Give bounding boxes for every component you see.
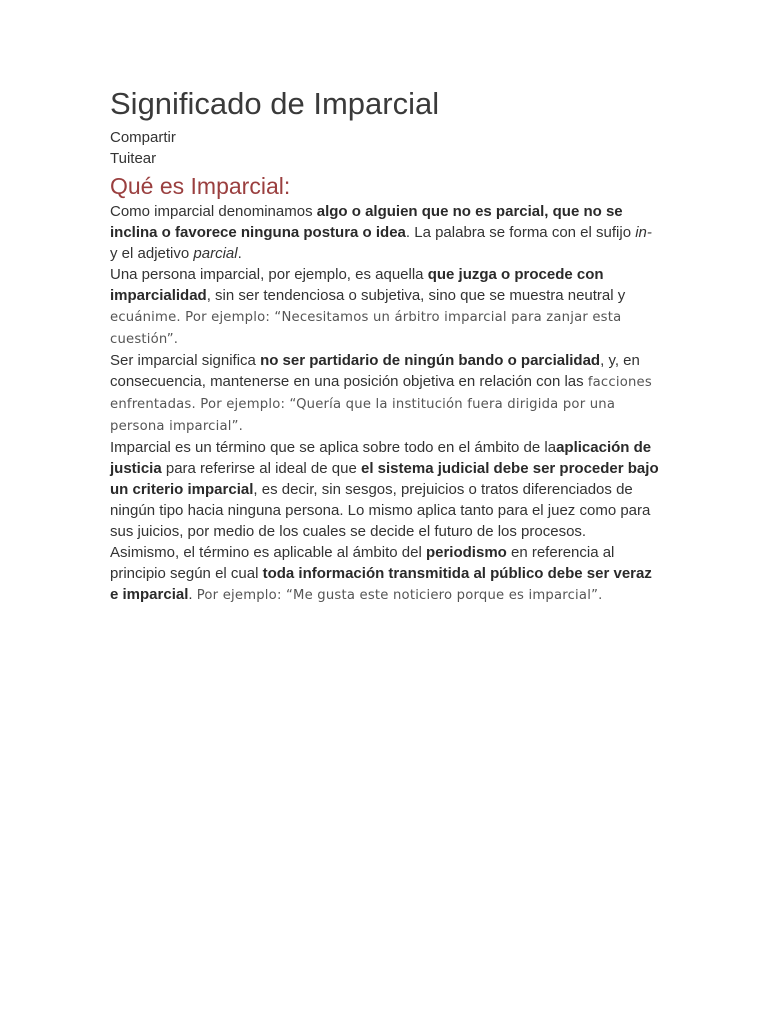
paragraph-bold: algo o alguien que no es parcial, que no se inclina o favorece ninguna postura o idea	[110, 203, 623, 241]
paragraph-text: Asimismo, el término es aplicable al ámbito del	[110, 544, 426, 561]
page-title: Significado de Imparcial	[110, 86, 440, 121]
paragraph-text: y el adjetivo	[110, 245, 194, 262]
paragraph-bold: el sistema judicial debe ser proceder bajo un criterio imparcial	[110, 460, 659, 498]
paragraph-text: , y, en consecuencia, mantenerse en una posición objetiva en relación con las	[110, 352, 640, 390]
paragraph-italic: parcial	[193, 245, 238, 262]
paragraph-text: Ser imparcial significa	[110, 352, 261, 369]
paragraph-text: , es decir, sin sesgos, prejuicios o tratos diferenciados de ningún tipo hacia ninguna persona. Lo mismo aplica tanto para el juez como para sus juicios, por medio de los cuales se decide el futuro de los procesos.	[110, 481, 651, 540]
paragraph-definition	[110, 201, 660, 264]
paragraph-bold: periodismo	[425, 544, 507, 561]
paragraph-justice	[110, 437, 660, 542]
paragraph-text: para referirse al ideal de que	[161, 460, 361, 477]
article	[110, 86, 660, 606]
paragraph-text: .	[188, 586, 197, 603]
paragraph-example: ecuánime. Por ejemplo: “Necesitamos un árbitro imparcial para zanjar esta cuestión”.	[110, 310, 622, 347]
paragraph-person	[110, 264, 660, 350]
paragraph-example: facciones enfrentadas. Por ejemplo: “Quería que la institución fuera dirigida por una persona imparcial”.	[110, 375, 652, 434]
paragraph-example: Por ejemplo: “Me gusta este noticiero porque es imparcial”.	[196, 588, 603, 603]
tweet-link[interactable]: Tuitear	[110, 150, 157, 167]
paragraph-text: Una persona imparcial, por ejemplo, es aquella	[110, 266, 428, 283]
paragraph-text: . La palabra se forma con el sufijo	[405, 224, 636, 241]
paragraph-text: en referencia al principio según el cual	[110, 544, 615, 582]
section-heading: Qué es Imparcial:	[110, 173, 291, 199]
paragraph-text: Imparcial es un término que se aplica sobre todo en el ámbito de la	[110, 439, 557, 456]
share-link[interactable]: Compartir	[110, 129, 176, 146]
paragraph-bold: que juzga o procede con imparcialidad	[110, 266, 604, 304]
paragraph-meaning	[110, 350, 660, 437]
paragraph-bold: aplicación de justicia	[110, 439, 652, 477]
paragraph-journalism	[110, 542, 660, 606]
paragraph-text: , sin ser tendenciosa o subjetiva, sino que se muestra neutral y	[206, 287, 626, 304]
paragraph-bold: toda información transmitida al público debe ser veraz e imparcial	[110, 565, 652, 603]
paragraph-text: Como imparcial denominamos	[110, 203, 317, 220]
paragraph-text: .	[237, 245, 242, 262]
paragraph-italic: in-	[635, 224, 652, 241]
paragraph-bold: no ser partidario de ningún bando o parcialidad	[260, 352, 601, 369]
